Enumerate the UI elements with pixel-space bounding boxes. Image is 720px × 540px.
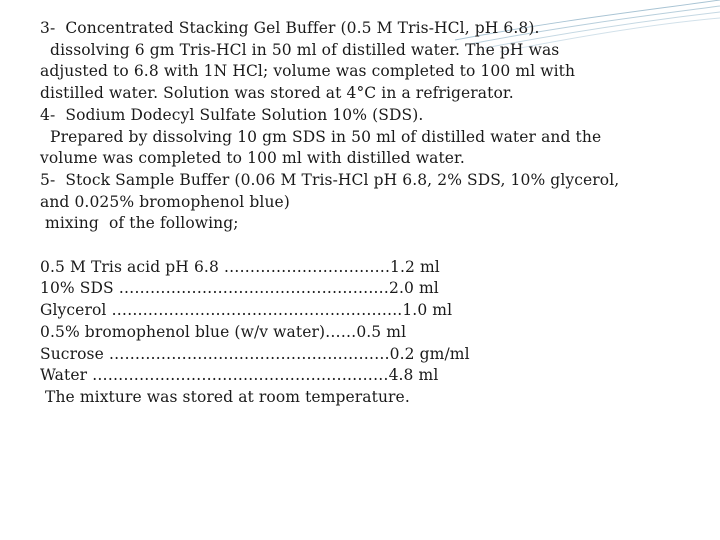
heading-sample-buffer: 5- Stock Sample Buffer (0.06 M Tris-HCl pH 6.8, 2% SDS, 10% glycerol, [40,170,620,189]
recipe-item-bromophenol: 0.5% bromophenol blue (w/v water)……0.5 ml [40,322,407,341]
recipe-item-sds: 10% SDS ………………………………………….…2.0 ml [40,279,439,298]
text-line: adjusted to 6.8 with 1N HCl; volume was completed to 100 ml with [40,62,576,81]
spacer [40,235,700,257]
text-line: and 0.025% bromophenol blue) [40,192,290,211]
recipe-item-water: Water …………………………………………………4.8 ml [40,366,439,385]
heading-stacking-gel-buffer: 3- Concentrated Stacking Gel Buffer (0.5 M Tris-HCl, pH 6.8). [40,19,540,37]
recipe-item-glycerol: Glycerol ………………………………………………..1.0 ml [40,301,453,320]
recipe-item-tris: 0.5 M Tris acid pH 6.8 ……………………….….1.2 ml [40,257,440,276]
text-line: Prepared by dissolving 10 gm SDS in 50 ml of distilled water and the [40,127,602,146]
text-line: volume was completed to 100 ml with distilled water. [40,149,465,168]
recipe-item-sucrose: Sucrose ………………………………………………0.2 gm/ml [40,344,470,363]
text-line: mixing of the following; [40,214,239,233]
text-line: distilled water. Solution was stored at 4°C in a refrigerator. [40,84,514,103]
storage-note: The mixture was stored at room temperature. [40,387,410,406]
document-body [40,18,700,409]
heading-sds-solution: 4- Sodium Dodecyl Sulfate Solution 10% (SDS). [40,105,424,124]
text-line: dissolving 6 gm Tris-HCl in 50 ml of distilled water. The pH was [40,40,560,59]
